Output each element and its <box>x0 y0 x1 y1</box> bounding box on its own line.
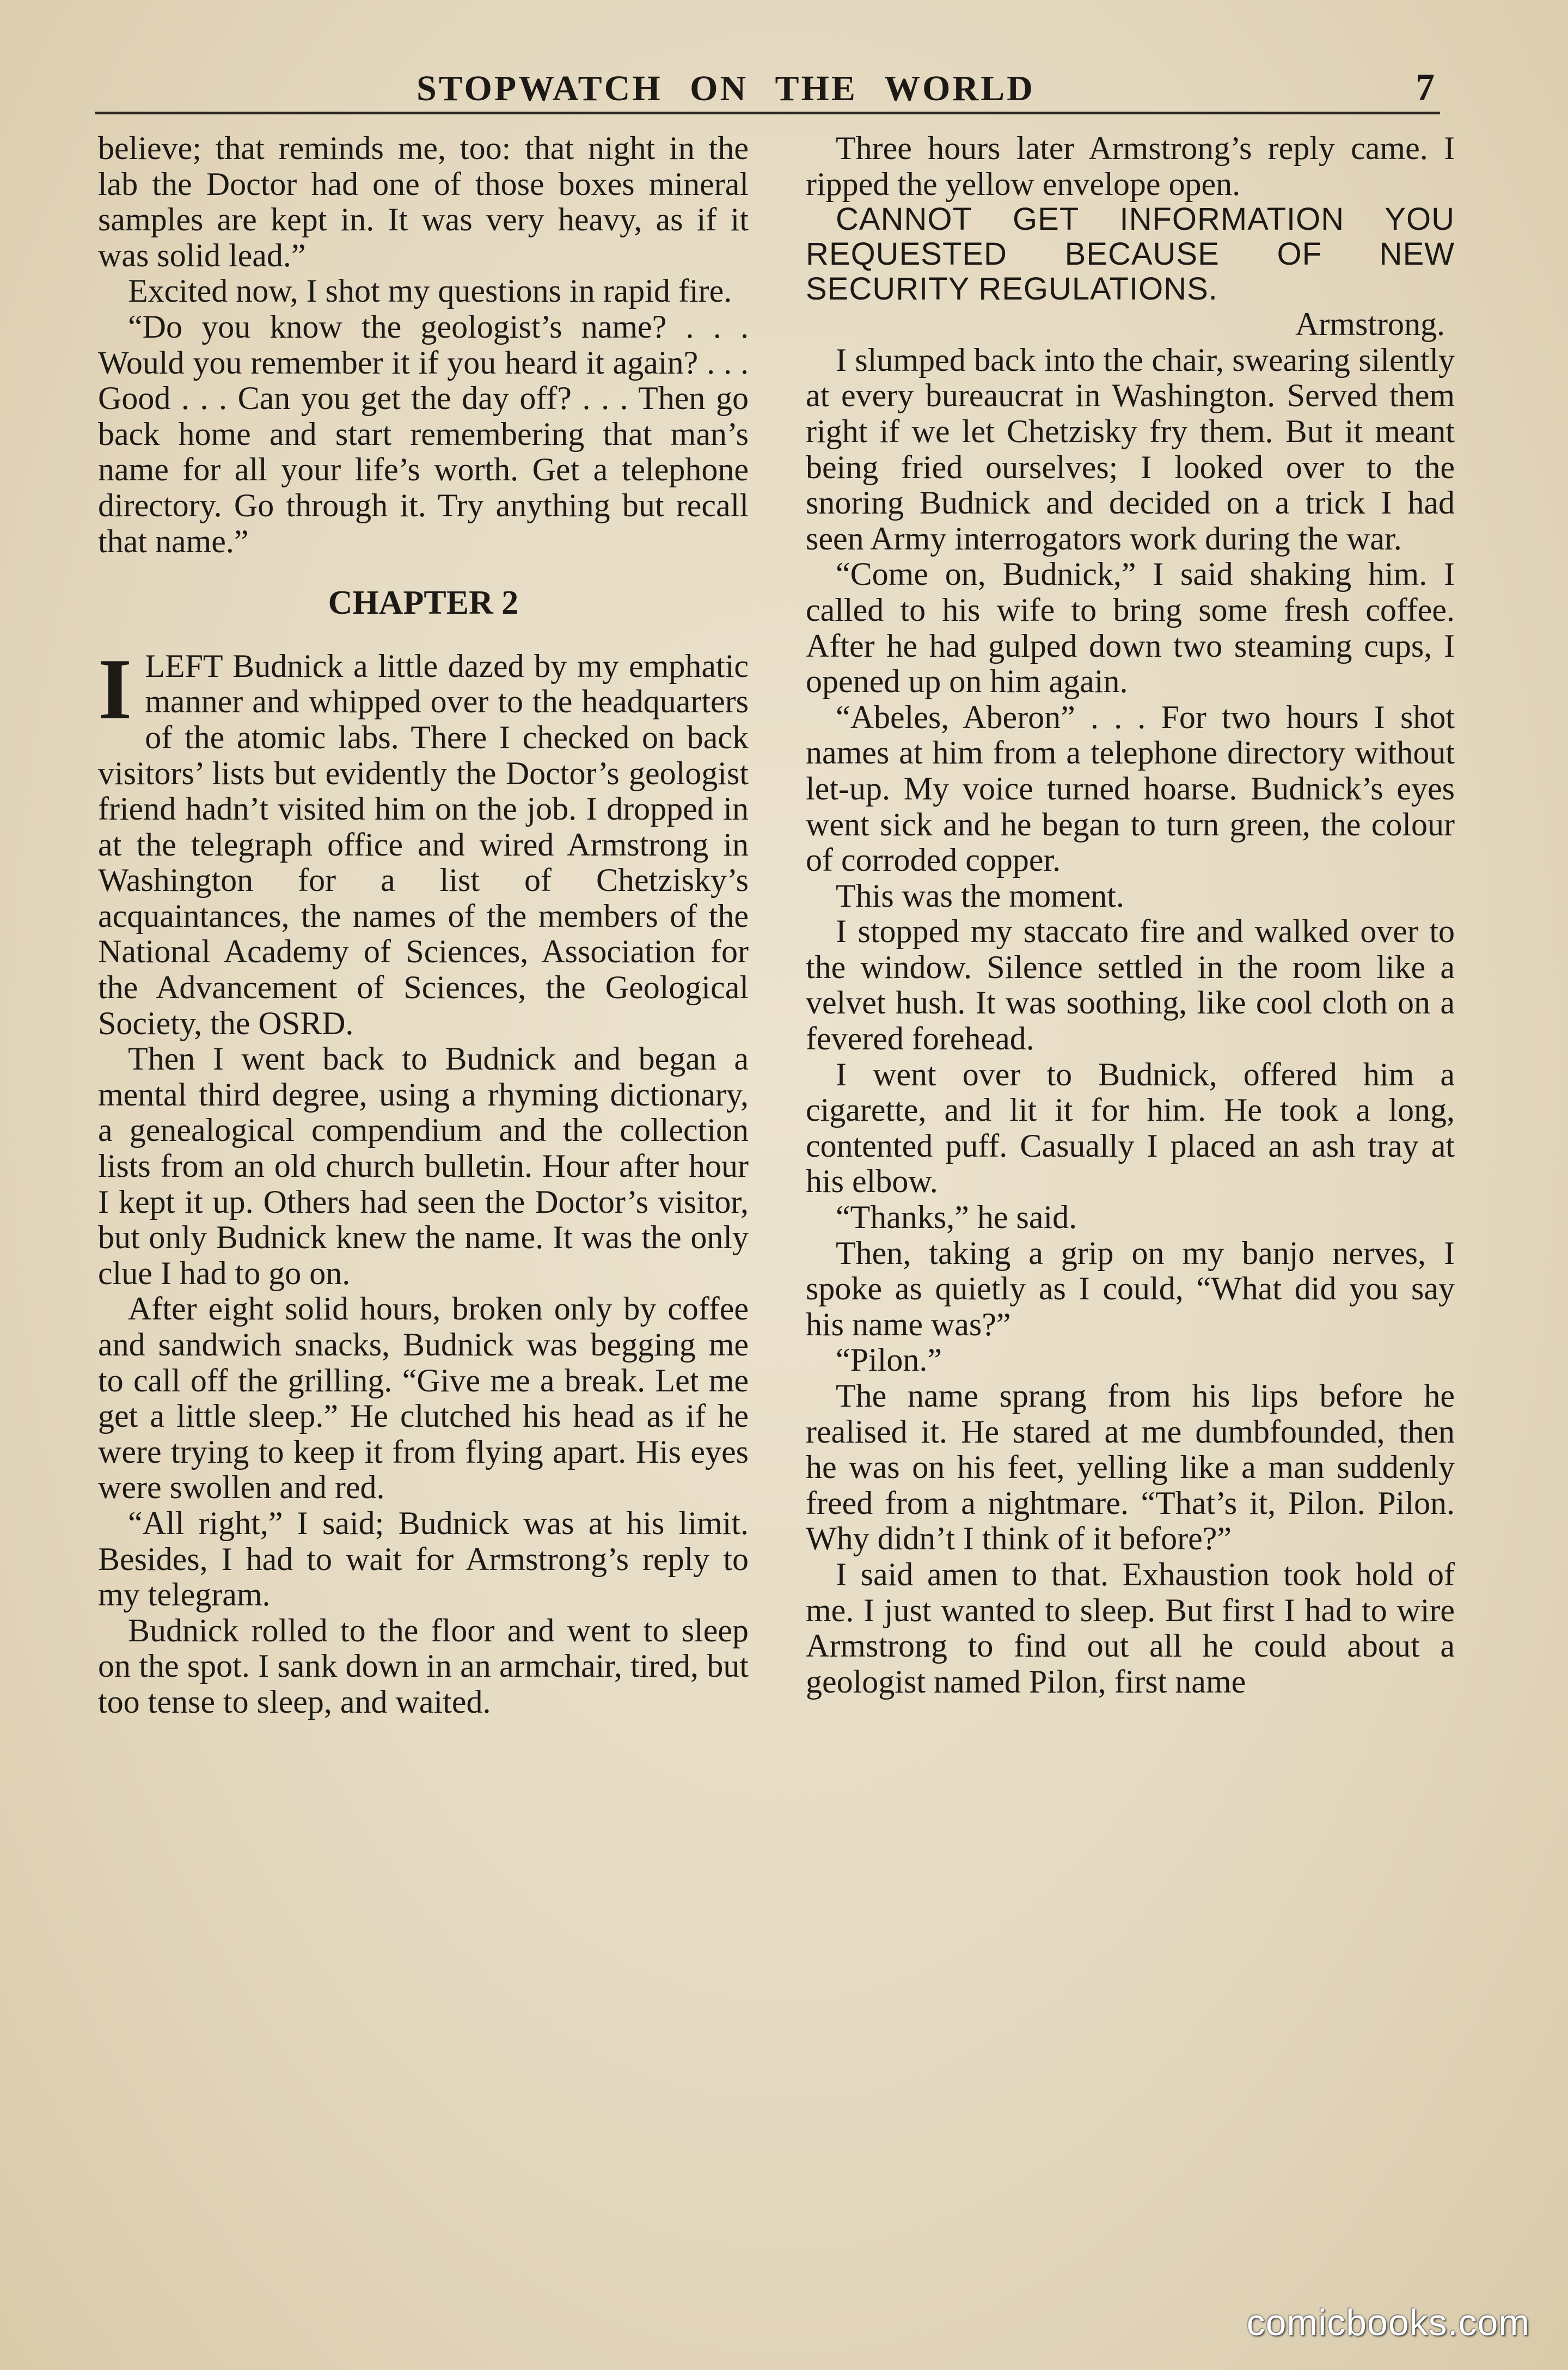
page-number: 7 <box>1416 66 1435 108</box>
paragraph: Then I went back to Budnick and began a mental third degree, using a rhyming dictionary, a genealogical compendium and the collection lists from an old church bulletin. Hour after hour I kept it up. Others had seen the Doctor’s visitor, but only Budnick knew the name. It was the only clue I had to go on. <box>98 1041 749 1291</box>
header-title: STOPWATCH ON THE WORLD <box>416 69 1035 108</box>
paragraph: I slumped back into the chair, swearing silently at every bureaucrat in Washington. Served them right if we let Chetzisky fry them. But it meant being fried ourselves; I looked over to the snoring Budnick and decided on a trick I had seen Army interrogators work during the war. <box>806 341 1455 557</box>
paragraph: Budnick rolled to the floor and went to sleep on the spot. I sank down in an armchair, tired, but too tense to sleep, and waited. <box>98 1612 749 1720</box>
paragraph: “Do you know the geologist’s name? . . . Would you remember it if you heard it again? . . . Good . . . Can you get the day off? . . . Then go back home and start remembering that man’s name for all your life’s worth. Get a telephone directory. Go through it. Try anything but recall that name.” <box>98 308 749 559</box>
site-watermark: comicbooks.com <box>1246 2302 1530 2343</box>
paragraph: believe; that reminds me, too: that night in the lab the Doctor had one of those boxes mineral samples are kept in. It was very heavy, as if it was solid lead.” <box>98 130 749 273</box>
paragraph: Excited now, I shot my questions in rapid fire. <box>128 273 732 309</box>
paragraph: This was the moment. <box>836 877 1124 914</box>
chapter-heading: CHAPTER 2 <box>328 584 519 622</box>
paragraph: Then, taking a grip on my banjo nerves, I spoke as quietly as I could, “What did you say his name was?” <box>806 1235 1455 1342</box>
paragraph: “Abeles, Aberon” . . . For two hours I shot names at him from a telephone directory without let-up. My voice turned hoarse. Budnick’s eyes went sick and he began to turn green, the colour of corroded copper. <box>806 699 1455 878</box>
paragraph: After eight solid hours, broken only by coffee and sandwich snacks, Budnick was begging me to call off the grilling. “Give me a break. Let me get a little sleep.” He clutched his head as if he were trying to keep it from flying apart. His eyes were swollen and red. <box>98 1291 749 1506</box>
telegram-text: CANNOT GET INFORMATION YOU REQUESTED BECAUSE OF NEW SECURITY REGULATIONS. <box>806 201 1455 307</box>
paragraph: I went over to Budnick, offered him a cigarette, and lit it for him. He took a long, contented puff. Casually I placed an ash tray at his elbow. <box>806 1056 1455 1200</box>
paragraph-text: LEFT Budnick a little dazed by my emphatic manner and whipped over to the headquarters of the atomic labs. There I checked on back visitors’ lists but evidently the Doctor’s geologist friend hadn’t visited him on the job. I dropped in at the telegraph office and wired Armstrong in Washington for a list of Chetzisky’s acquaintances, the names of the members of the National Academy of Sciences, Association for the Advancement of Sciences, the Geological Society, the OSRD. <box>98 648 749 1041</box>
right-column <box>806 131 1455 1700</box>
paragraph: I said amen to that. Exhaustion took hold of me. I just wanted to sleep. But first I had to wire Armstrong to find out all he could about a geologist named Pilon, first name <box>806 1556 1455 1700</box>
left-column <box>98 131 749 1720</box>
paragraph: “Pilon.” <box>836 1342 942 1378</box>
running-header <box>95 63 1440 114</box>
telegram-signature: Armstrong. <box>1295 306 1445 343</box>
paragraph: I stopped my staccato fire and walked over to the window. Silence settled in the room like a velvet hush. It was soothing, like cool cloth on a fevered forehead. <box>806 913 1455 1057</box>
paragraph: Three hours later Armstrong’s reply came. I ripped the yellow envelope open. <box>806 130 1455 202</box>
paragraph: “Thanks,” he said. <box>836 1199 1077 1236</box>
paragraph: “All right,” I said; Budnick was at his limit. Besides, I had to wait for Armstrong’s reply to my telegram. <box>98 1505 749 1613</box>
chapter-opening-paragraph <box>98 640 749 1042</box>
paragraph: The name sprang from his lips before he realised it. He stared at me dumbfounded, then he was on his feet, yelling like a man suddenly freed from a nightmare. “That’s it, Pilon. Pilon. Why didn’t I think of it before?” <box>806 1378 1455 1557</box>
paragraph: “Come on, Budnick,” I said shaking him. I called to his wife to bring some fresh coffee. After he had gulped down two steaming cups, I opened up on him again. <box>806 556 1455 700</box>
drop-cap: I <box>98 640 132 737</box>
